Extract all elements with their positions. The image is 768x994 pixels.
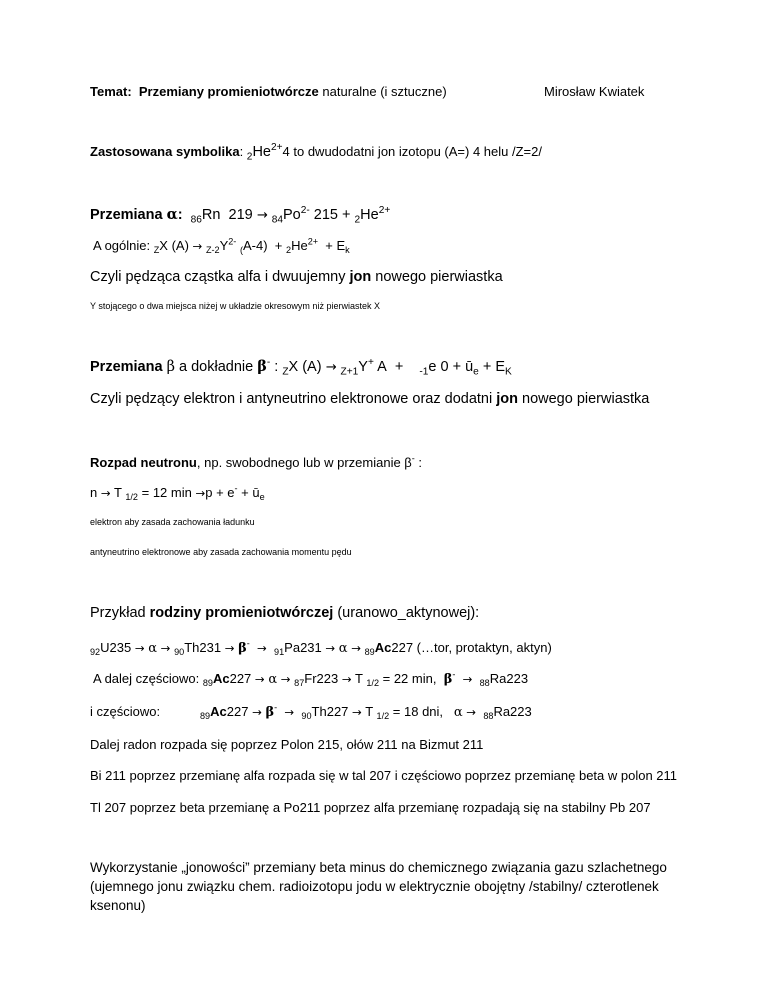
family-tail: 227 (…tor, protaktyn, aktyn) — [391, 640, 552, 655]
family-chain-1: $_{92}$U235 → α → $_{90}$Th231 → β- → $_{91}$Pa231 → α → $_{89}$Ac227 (…tor, protaktyn, aktyn) — [90, 638, 552, 658]
family-text-1: Dalej radon rozpada się poprzez Polon 215, ołów 211 na Bizmut 211 — [90, 737, 484, 752]
beta-mid: a dokładnie — [174, 359, 258, 375]
family-intro — [90, 605, 479, 621]
beta-greek: β — [166, 359, 175, 375]
topic-bold: Przemiany promieniotwórcze — [138, 84, 319, 99]
alpha-general-equation: A ogólnie: $_Z$X $(A) \to _{Z-2}Y^{2-}$ $_(A-4) + _2He^{2+} + E_k$ — [93, 236, 350, 256]
alpha-czyli-bold: jon — [349, 269, 372, 285]
beta-label: Przemiana — [90, 359, 167, 375]
neutron-bold: Rozpad neutronu — [90, 455, 197, 470]
topic-line — [90, 84, 447, 99]
topic-label: Temat: — [90, 84, 132, 99]
beta-czyli-rest: nowego pierwiastka — [517, 391, 650, 407]
symbolika-label: Zastosowana symbolika — [90, 144, 240, 159]
author: Mirosław Kwiatek — [544, 84, 645, 99]
arrow-icon: → — [325, 360, 337, 375]
dalej-label: A dalej częściowo: — [93, 671, 203, 686]
family-chain-2: A dalej częściowo: $_{89}$Ac227 → α → $_{87}$Fr223 → T $_{1/2}$ = 22 min, β- → $_{88}$Ra223 — [93, 669, 529, 689]
final-paragraph: Wykorzystanie „jonowości” przemiany beta minus do chemicznego związania gazu szlachetnego (ujemnego jonu związku chem. radioizotopu jodu w elektrycznie obojętny /stabilny/ czterotlenek ksenonu) — [90, 860, 667, 913]
family-intro-rest: (uranowo_aktynowej): — [333, 605, 480, 621]
neutron-note-1: elektron aby zasada zachowania ładunku — [90, 517, 255, 527]
alpha-czyli-rest: nowego pierwiastka — [371, 269, 503, 285]
he-symbol: $_2He^{2+}$ — [246, 141, 283, 163]
family-intro-bold: rodziny promieniotwórczej — [149, 605, 334, 621]
arrow-icon: → — [100, 486, 111, 500]
beta-czyli-bold: jon — [496, 391, 518, 407]
czesciowo-label: i częściowo: — [90, 704, 161, 719]
topic-rest: naturalne (i sztuczne) — [318, 84, 447, 99]
neutron-rest: , np. swobodnego lub w przemianie β — [196, 455, 412, 470]
family-chain-3-eq: $_{89}$Ac227 → β- → $_{90}$Th227 → T $_{1/2}$ = 18 dni, α → $_{88}$Ra223 — [200, 702, 532, 722]
symbolika-colon: : — [239, 144, 247, 159]
symbolika-line — [90, 141, 542, 163]
neutron-note-2: antyneutrino elektronowe aby zasada zachowania momentu pędu — [90, 547, 352, 557]
ogolnie-label: A ogólnie: — [93, 238, 154, 253]
arrow-icon: → — [256, 208, 268, 223]
alpha-czyli: Czyli pędząca cząstka alfa i dwuujemny — [90, 269, 350, 285]
alpha-summary — [90, 269, 503, 285]
family-intro-text: Przykład — [90, 605, 150, 621]
alpha-label: Przemiana — [90, 207, 167, 223]
neutron-heading: Rozpad neutronu, np. swobodnego lub w przemianie β- : — [90, 453, 423, 470]
arrow-icon: → — [192, 239, 203, 253]
beta-summary — [90, 391, 649, 407]
family-text-2: Bi 211 poprzez przemianę alfa rozpada się w tal 207 i częściowo poprzez przemianę beta w polon 211 — [90, 768, 678, 783]
alpha-note: Y stojącego o dwa miejsca niżej w układzie okresowym niż pierwiastek X — [90, 301, 380, 311]
neutron-equation: n → T $_{1/2}$ = 12 $\min \to p + e^- + ū_e$ — [90, 483, 265, 503]
beta-equation: Przemiana β a dokładnie β- : $_Z$X (A) → $_{Z+1}$Y+ A + $_{-1}$e $0 + ū_e + E_K$ — [90, 356, 512, 378]
symbolika-rest: 4 to dwudodatni jon izotopu (A=) 4 helu /Z=2/ — [282, 144, 542, 159]
arrow-icon: → — [195, 486, 206, 500]
family-text-3: Tl 207 poprzez beta przemianę a Po211 poprzez alfa przemianę rozpadają się na stabilny Pb 207 — [90, 800, 651, 815]
family-chain-3 — [90, 704, 160, 719]
alpha-greek: α — [166, 206, 178, 223]
beta-czyli: Czyli pędzący elektron i antyneutrino elektronowe oraz dodatni — [90, 391, 497, 407]
alpha-equation: Przemiana α: $_{86}$Rn $219 \to _{84}Po^{2-}$ $215 + _2He^{2+}$ — [90, 204, 391, 226]
